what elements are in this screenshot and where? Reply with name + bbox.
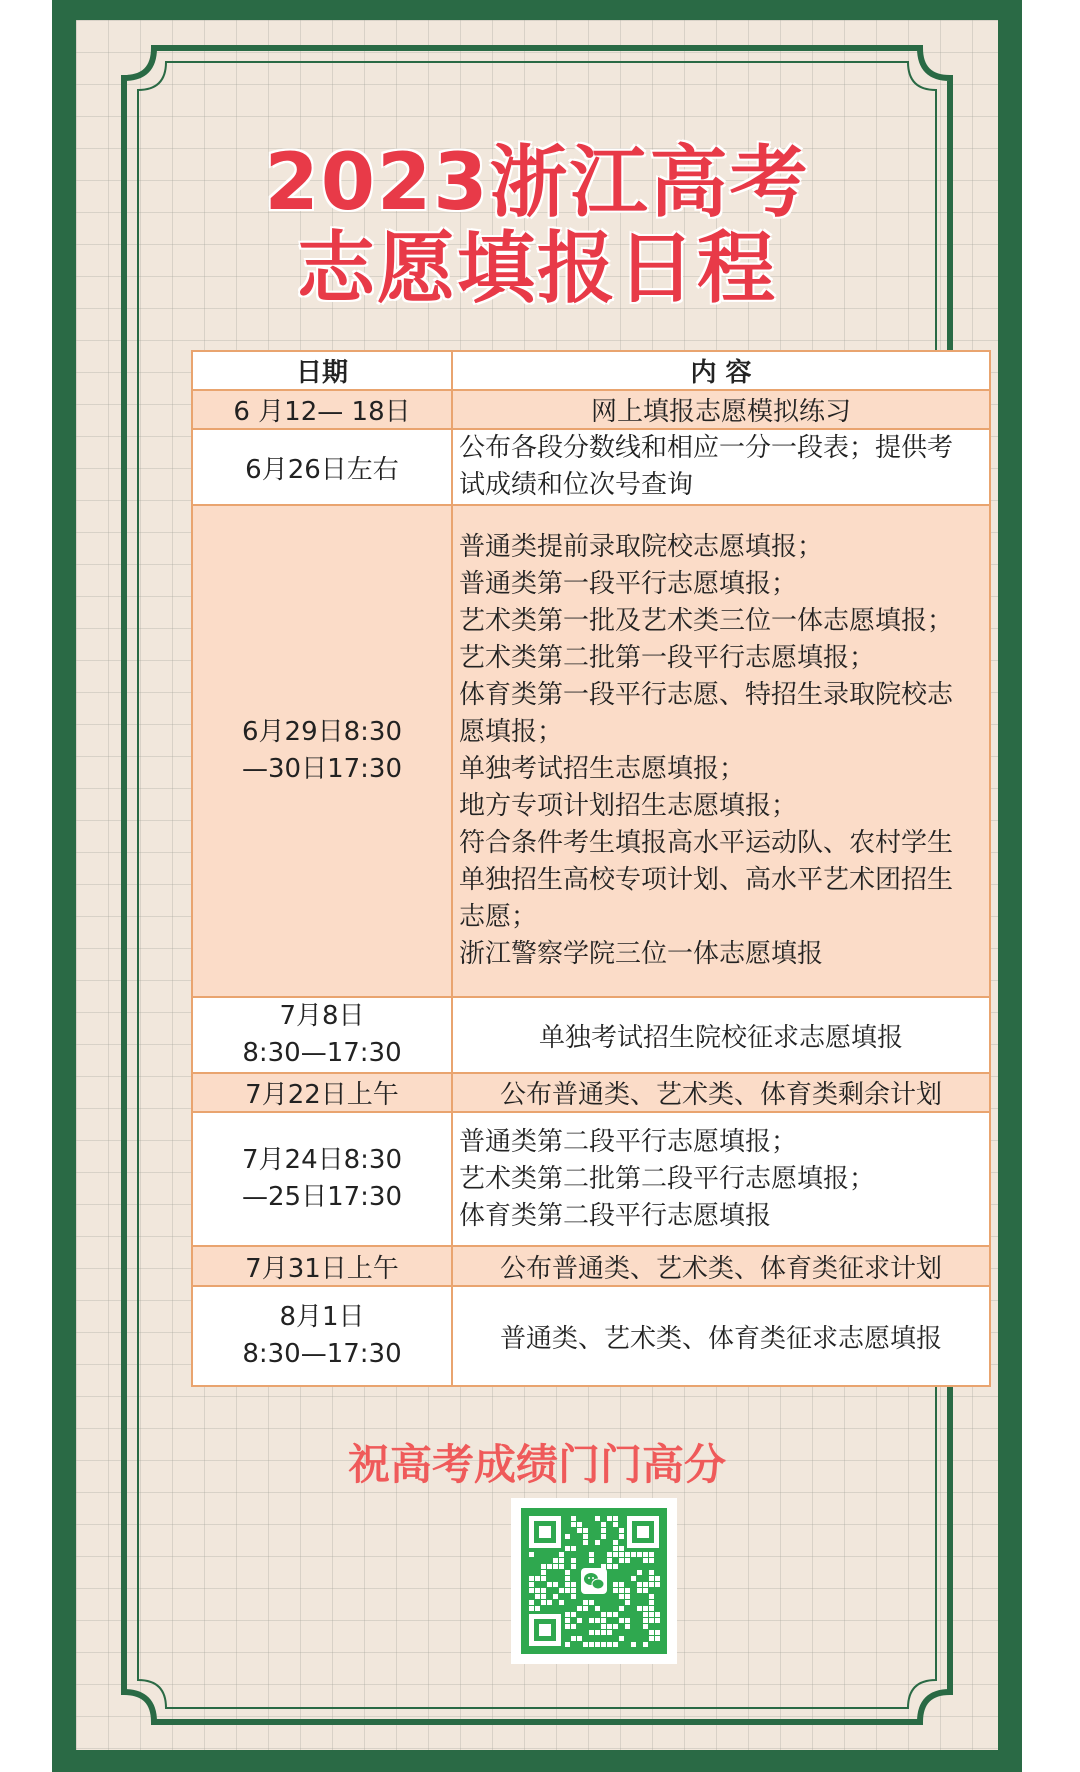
qr-module [565,1534,570,1539]
qr-module [649,1636,654,1641]
row-content [452,505,990,997]
qr-module [613,1522,618,1527]
row-content [452,429,990,505]
qr-module [583,1600,588,1605]
date-line: 8:30—17:30 [242,1339,402,1369]
qr-module [649,1582,654,1587]
qr-modules [521,1508,667,1654]
qr-module [559,1552,564,1557]
qr-module [649,1552,654,1557]
qr-module [637,1552,642,1557]
date-line: 7月8日 [279,1001,365,1031]
qr-module [637,1582,642,1587]
qr-module [529,1576,534,1581]
row-content [452,997,990,1073]
qr-module [565,1642,570,1647]
slogan: 祝高考成绩门门高分 [347,1440,726,1489]
qr-module [637,1570,642,1575]
schedule-table [191,350,991,1387]
qr-module [643,1618,648,1623]
content-line: 公布各段分数线和相应一分一段表；提供考 [459,433,954,463]
qr-module [643,1612,648,1617]
table-row [192,390,990,429]
qr-code[interactable] [511,1498,677,1664]
header-content: 内 容 [452,351,990,390]
qr-module [619,1528,624,1533]
qr-module [595,1540,600,1545]
qr-module [595,1618,600,1623]
qr-module [577,1528,582,1533]
qr-module [649,1594,654,1599]
header-date: 日期 [192,351,452,390]
qr-module [619,1582,624,1587]
table-row [192,1246,990,1286]
qr-module [655,1576,660,1581]
content-line: 普通类提前录取院校志愿填报； [459,532,824,562]
content-line: 普通类第一段平行志愿填报； [459,569,798,599]
qr-module [541,1564,546,1569]
content-line: 艺术类第二批第一段平行志愿填报； [459,643,876,673]
content-line: 普通类、艺术类、体育类征求志愿填报 [499,1323,942,1354]
qr-module [601,1642,606,1647]
qr-module [607,1642,612,1647]
qr-module [577,1636,582,1641]
qr-module [553,1558,558,1563]
paper-background [76,20,998,1750]
qr-module [631,1576,636,1581]
content-line: 公布普通类、艺术类、体育类征求计划 [499,1253,942,1284]
qr-module [649,1606,654,1611]
qr-module [619,1534,624,1539]
row-content [452,1246,990,1286]
row-date [192,505,452,997]
qr-module [565,1582,570,1587]
table-row [192,429,990,505]
content-line: 单独考试招生志愿填报； [459,754,746,784]
qr-module [529,1552,534,1557]
content-line: 公布普通类、艺术类、体育类剩余计划 [499,1080,942,1110]
qr-module [565,1618,570,1623]
row-date: 7月22日上午 [192,1073,452,1112]
qr-module [535,1588,540,1593]
qr-module [607,1624,612,1629]
content-line: 单独考试招生院校征求志愿填报 [538,1022,903,1053]
qr-module [571,1564,576,1569]
date-line: 6月29日8:30 [241,717,402,747]
row-content [452,1286,990,1386]
qr-code-pattern [521,1508,667,1654]
qr-module [541,1588,546,1593]
qr-module [619,1588,624,1593]
qr-module [583,1642,588,1647]
qr-module [613,1552,618,1557]
content-line: 普通类第二段平行志愿填报； [459,1126,798,1157]
qr-module [613,1516,618,1521]
qr-module [571,1636,576,1641]
title-line-1: 2023浙江高考 [264,138,810,228]
date-line: 7月24日8:30 [241,1145,402,1175]
qr-module [541,1570,546,1575]
qr-module [619,1636,624,1641]
qr-module [625,1594,630,1599]
qr-module [571,1522,576,1527]
row-date [192,1112,452,1246]
qr-module [631,1552,636,1557]
table-row [192,997,990,1073]
qr-module [535,1606,540,1611]
qr-module [655,1630,660,1635]
qr-module [643,1642,648,1647]
qr-module [571,1612,576,1617]
qr-module [547,1582,552,1587]
qr-module [529,1588,534,1593]
qr-module [595,1642,600,1647]
qr-module [601,1618,606,1623]
content-line: 试成绩和位次号查询 [459,470,694,500]
qr-module [613,1612,618,1617]
qr-module [649,1630,654,1635]
qr-module [649,1612,654,1617]
qr-module [529,1582,534,1587]
content-line: 体育类第二段平行志愿填报 [459,1200,772,1231]
qr-module [571,1624,576,1629]
table-header-row [192,351,990,390]
qr-module [643,1588,648,1593]
qr-module [547,1600,552,1605]
qr-module [631,1642,636,1647]
qr-module [595,1630,600,1635]
qr-module [565,1570,570,1575]
qr-module [601,1528,606,1533]
content-line: 网上填报志愿模拟练习 [590,397,851,427]
qr-module [601,1612,606,1617]
qr-module [595,1516,600,1521]
qr-module [643,1582,648,1587]
row-date: 6月26日左右 [192,429,452,505]
qr-module [535,1594,540,1599]
content-line: 愿填报； [459,717,564,747]
content-line: 单独招生高校专项计划、高水平艺术团招生 [459,865,954,895]
qr-module [649,1618,654,1623]
qr-module [607,1612,612,1617]
qr-module [529,1606,534,1611]
qr-module [589,1600,594,1605]
qr-module [589,1630,594,1635]
row-date [192,997,452,1073]
content-line: 浙江警察学院三位一体志愿填报 [459,939,824,969]
qr-module [583,1534,588,1539]
content-line: 符合条件考生填报高水平运动队、农村学生 [459,828,954,858]
qr-module [613,1624,618,1629]
qr-module [553,1594,558,1599]
qr-module [613,1582,618,1587]
qr-module [601,1522,606,1527]
qr-module [547,1564,552,1569]
row-content [452,390,990,429]
content-line: 艺术类第二批第二段平行志愿填报； [459,1163,876,1194]
qr-module [595,1606,600,1611]
qr-module [649,1600,654,1605]
qr-module [649,1576,654,1581]
qr-module [619,1558,624,1563]
qr-module [577,1618,582,1623]
qr-module [589,1552,594,1557]
qr-module [553,1564,558,1569]
qr-module [619,1546,624,1551]
qr-module [655,1618,660,1623]
qr-module [619,1618,624,1623]
qr-module [565,1624,570,1629]
qr-module [583,1606,588,1611]
qr-module [637,1606,642,1611]
qr-module [643,1558,648,1563]
qr-module [571,1588,576,1593]
qr-module [643,1624,648,1629]
qr-module [565,1576,570,1581]
qr-module [559,1588,564,1593]
qr-module [565,1588,570,1593]
qr-module [655,1636,660,1641]
content-line: 体育类第一段平行志愿、特招生录取院校志 [459,680,954,710]
qr-module [613,1540,618,1545]
qr-module [625,1552,630,1557]
content-line: 地方专项计划招生志愿填报； [459,791,798,821]
qr-module [655,1612,660,1617]
qr-module [625,1588,630,1593]
table-row [192,1073,990,1112]
qr-module [607,1558,612,1563]
table-row [192,1112,990,1246]
qr-module [577,1606,582,1611]
qr-module [613,1564,618,1569]
qr-module [625,1618,630,1623]
qr-module [559,1558,564,1563]
qr-module [613,1546,618,1551]
qr-module [625,1600,630,1605]
poster-frame [52,0,1022,1772]
qr-module [601,1534,606,1539]
qr-module [607,1564,612,1569]
qr-module [619,1552,624,1557]
qr-module [607,1516,612,1521]
qr-module [571,1582,576,1587]
qr-module [607,1630,612,1635]
qr-module [613,1588,618,1593]
qr-module [571,1546,576,1551]
qr-module [565,1612,570,1617]
qr-module [655,1582,660,1587]
qr-module [583,1528,588,1533]
qr-module [565,1546,570,1551]
qr-module [601,1624,606,1629]
qr-module [643,1552,648,1557]
content-line: 艺术类第一批及艺术类三位一体志愿填报； [459,606,954,636]
title-line-2: 志愿填报日程 [296,224,777,314]
qr-module [643,1606,648,1611]
qr-module [649,1558,654,1563]
qr-module [541,1576,546,1581]
qr-module [637,1588,642,1593]
qr-module [613,1642,618,1647]
row-content [452,1073,990,1112]
content-line: 志愿； [459,902,538,932]
date-line: 8:30—17:30 [242,1038,402,1068]
qr-module [607,1552,612,1557]
qr-module [625,1558,630,1563]
qr-module [541,1594,546,1599]
qr-module [619,1606,624,1611]
row-content [452,1112,990,1246]
qr-module [619,1594,624,1599]
qr-module [571,1516,576,1521]
qr-module [601,1630,606,1635]
qr-module [571,1558,576,1563]
qr-module [577,1522,582,1527]
qr-module [529,1600,534,1605]
qr-module [589,1558,594,1563]
qr-module [559,1564,564,1569]
qr-module [553,1582,558,1587]
table-row [192,505,990,997]
qr-module [589,1618,594,1623]
qr-module [541,1600,546,1605]
row-date: 7月31日上午 [192,1246,452,1286]
qr-module [535,1576,540,1581]
date-line: —30日17:30 [241,754,402,784]
row-date [192,1286,452,1386]
qr-module [589,1642,594,1647]
qr-module [571,1594,576,1599]
qr-module [583,1540,588,1545]
table-row [192,1286,990,1386]
wechat-icon [581,1568,607,1594]
qr-module [559,1600,564,1605]
date-line: 8月1日 [279,1302,365,1332]
qr-module [625,1624,630,1629]
qr-module [649,1570,654,1575]
date-line: —25日17:30 [241,1182,402,1212]
row-date: 6 月12— 18日 [192,390,452,429]
